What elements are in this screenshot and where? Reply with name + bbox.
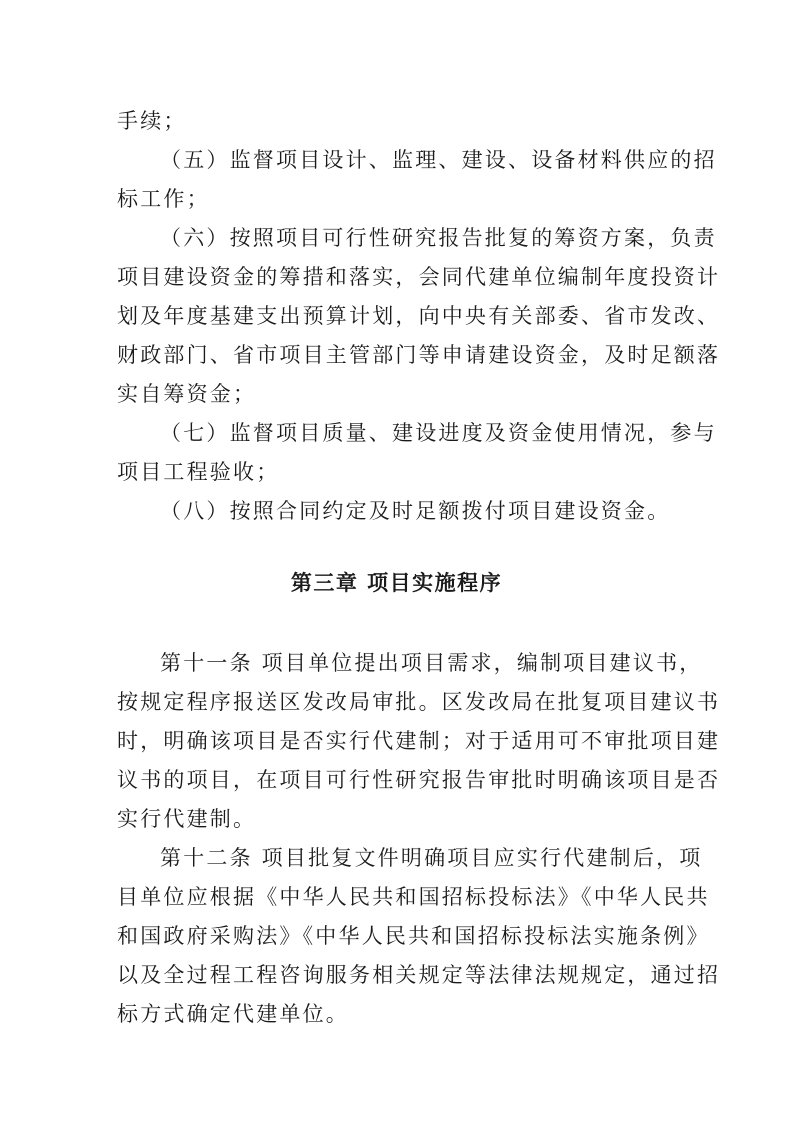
article-11-line: 第十一条 项目单位提出项目需求，编制项目建议书， [160, 651, 703, 675]
text-line: （五）监督项目设计、监理、建设、设备材料供应的招 [160, 148, 717, 172]
text-line: （七）监督项目质量、建设进度及资金使用情况，参与 [160, 421, 717, 445]
text-line: 标工作； [117, 187, 210, 211]
article-12-line: 第十二条 项目批复文件明确项目应实行代建制后，项 [160, 846, 703, 870]
article-12-line: 目单位应根据《中华人民共和国招标投标法》《中华人民共 [117, 885, 710, 909]
article-11-line: 议书的项目，在项目可行性研究报告审批时明确该项目是否 [117, 768, 721, 792]
chapter-title: 第三章 项目实施程序 [290, 571, 503, 595]
text-line: 手续； [117, 109, 187, 133]
text-line: 实自筹资金； [117, 382, 257, 406]
text-line: 划及年度基建支出预算计划，向中央有关部委、省市发改、 [117, 304, 721, 328]
article-11-line: 实行代建制。 [117, 807, 257, 831]
text-line: （六）按照项目可行性研究报告批复的筹资方案，负责 [160, 226, 717, 250]
text-line: （八）按照合同约定及时足额拨付项目建设资金。 [160, 499, 671, 523]
text-line: 项目工程验收； [117, 460, 280, 484]
text-line: 项目建设资金的筹措和落实，会同代建单位编制年度投资计 [117, 265, 721, 289]
article-12-line: 标方式确定代建单位。 [117, 1002, 349, 1026]
article-11-line: 按规定程序报送区发改局审批。区发改局在批复项目建议书 [117, 690, 721, 714]
article-12-line: 和国政府采购法》《中华人民共和国招标投标法实施条例》 [117, 924, 710, 948]
article-11-line: 时，明确该项目是否实行代建制；对于适用可不审批项目建 [117, 729, 721, 753]
text-line: 财政部门、省市项目主管部门等申请建设资金，及时足额落 [117, 343, 721, 367]
article-12-line: 以及全过程工程咨询服务相关规定等法律法规规定，通过招 [117, 963, 721, 987]
